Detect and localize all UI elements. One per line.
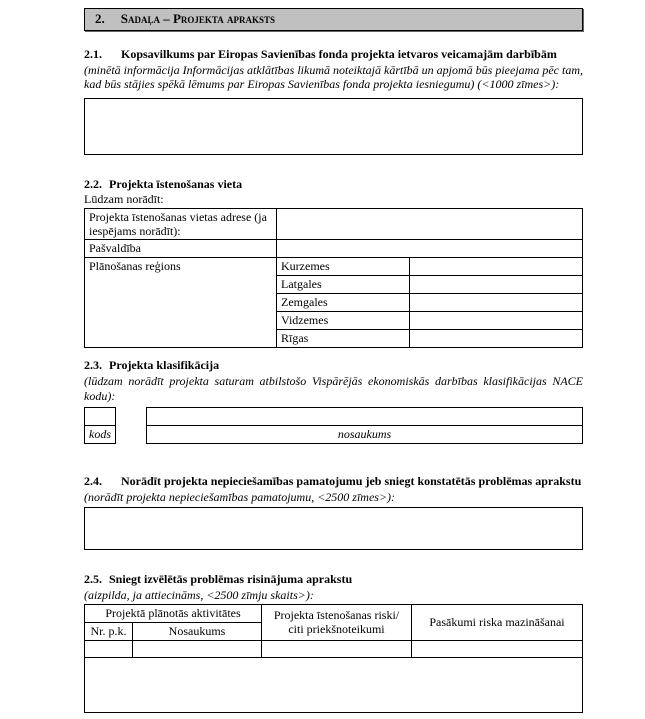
- region-name: Zemgales: [277, 294, 410, 312]
- heading-2-2: [84, 177, 583, 192]
- activity-nr-input[interactable]: [85, 640, 133, 657]
- region-value-input[interactable]: [410, 258, 583, 276]
- summary-input[interactable]: [84, 98, 583, 155]
- nace-code-label: kods: [85, 425, 116, 443]
- address-input[interactable]: [277, 208, 583, 240]
- section-number: 2.: [95, 11, 105, 26]
- region-name: Rīgas: [277, 330, 410, 348]
- intro-2-2: Lūdzam norādīt:: [84, 192, 164, 207]
- nace-name-input-row: [147, 407, 583, 425]
- nace-name-input[interactable]: [147, 407, 583, 425]
- nace-name-label-row: [147, 425, 583, 443]
- heading-2-4-title: Norādīt projekta nepieciešamības pamatojumu jeb sniegt konstatētās problēmas aprakstu: [121, 473, 582, 488]
- heading-2-4: [84, 474, 583, 489]
- header-planned-activities: Projektā plānotās aktivitātes: [85, 605, 262, 623]
- heading-2-3: [84, 358, 583, 373]
- solution-data-row: [85, 640, 583, 657]
- heading-2-5-title: Sniegt izvēlētās problēmas risinājuma aprakstu: [109, 571, 353, 586]
- nace-code-input-row: [85, 407, 116, 425]
- region-row: [85, 258, 583, 276]
- header-risks: Projekta īstenošanas riski/ citi priekšnoteikumi: [262, 605, 412, 640]
- risk-input[interactable]: [262, 640, 412, 657]
- municipality-label: Pašvaldība: [85, 240, 277, 258]
- municipality-input[interactable]: [277, 240, 583, 258]
- header-measures: Pasākumi riska mazināšanai: [412, 605, 583, 640]
- address-label: Projekta īstenošanas vietas adrese (ja iespējams norādīt):: [85, 208, 277, 240]
- nace-code-label-row: [85, 425, 116, 443]
- solution-description-input[interactable]: [85, 657, 583, 712]
- solution-extra-row: [85, 657, 583, 712]
- nace-code-input[interactable]: [85, 407, 116, 425]
- heading-2-3-number: 2.3.: [84, 358, 102, 373]
- solution-table-header-row-1: [85, 605, 583, 623]
- region-name: Kurzemes: [277, 258, 410, 276]
- region-value-input[interactable]: [410, 312, 583, 330]
- region-name: Vidzemes: [277, 312, 410, 330]
- section-title: Sadaļa – Projekta apraksts: [120, 11, 276, 26]
- heading-2-3-title: Projekta klasifikācija: [109, 358, 220, 373]
- heading-2-5-number: 2.5.: [84, 571, 102, 586]
- region-value-input[interactable]: [410, 330, 583, 348]
- heading-2-4-number: 2.4.: [84, 473, 102, 488]
- region-value-input[interactable]: [410, 276, 583, 294]
- header-nr: Nr. p.k.: [85, 623, 133, 640]
- note-2-1: (minētā informācija Informācijas atklātības likumā noteiktajā kārtībā un apjomā būs pieejama pēc tam, kad būs stājies spēkā lēmums par Eiropas Savienības fonda projekta iesniegumu) (<1000 zīmes>):: [84, 63, 583, 92]
- heading-2-1-title: Kopsavilkums par Eiropas Savienības fonda projekta ietvaros veicamajām darbībām: [121, 47, 557, 61]
- heading-2-2-number: 2.2.: [84, 177, 102, 192]
- nace-code-table: [84, 407, 116, 444]
- justification-input[interactable]: [84, 507, 583, 550]
- measure-input[interactable]: [412, 640, 583, 657]
- region-value-input[interactable]: [410, 294, 583, 312]
- heading-2-1-number: 2.1.: [84, 47, 102, 61]
- heading-2-2-title: Projekta īstenošanas vieta: [109, 177, 243, 192]
- nace-name-table: [146, 407, 583, 444]
- municipality-row: [85, 240, 583, 258]
- activity-name-input[interactable]: [133, 640, 262, 657]
- note-2-3: (lūdzam norādīt projekta saturam atbilstošo Vispārējās ekonomiskās darbības klasifikācijas NACE kodu):: [84, 374, 583, 403]
- heading-2-1: [84, 47, 583, 62]
- note-2-4: (norādīt projekta nepieciešamības pamatojumu, <2500 zīmes>):: [84, 489, 396, 504]
- nace-gap: [116, 407, 146, 444]
- region-name: Latgales: [277, 276, 410, 294]
- address-row: [85, 208, 583, 240]
- section-header-bar: [84, 8, 583, 31]
- header-name: Nosaukums: [133, 623, 262, 640]
- nace-name-label: nosaukums: [147, 425, 583, 443]
- implementation-location-table: [84, 208, 583, 349]
- note-2-5: (aizpilda, ja attiecināms, <2500 zīmju skaits>):: [84, 587, 314, 602]
- nace-classification: [84, 407, 583, 444]
- region-label: Plānošanas reģions: [85, 258, 277, 348]
- solution-table: [84, 604, 583, 712]
- heading-2-5: [84, 572, 583, 587]
